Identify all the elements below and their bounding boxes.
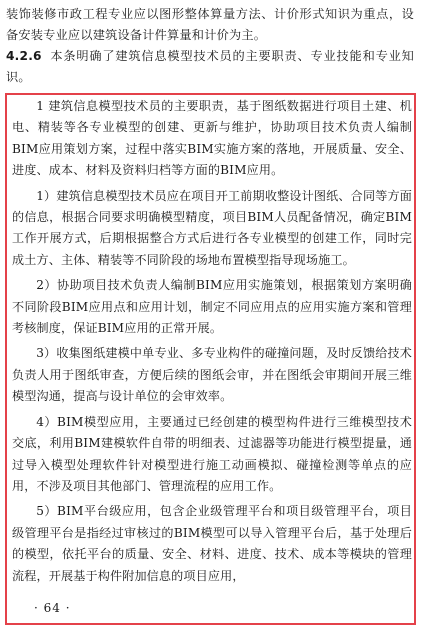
sub-item-4-paragraph: 4）BIM模型应用，主要通过已经创建的模型构件进行三维模型技术交底，利用BIM建模软件自带的明细表、过滤器等功能进行模型提量，通过导入模型处理软件针对模型进行施工动画模拟、碰撞检测等单点的应用，不涉及项目其他部门、管理流程的应用工作。	[12, 414, 412, 493]
sub-item-2-paragraph: 2）协助项目技术负责人编制BIM应用实施策划，根据策划方案明确不同阶段BIM应用点和应用计划，制定不同应用点的应用实施方案和管理考核制度，保证BIM应用的正常开展。	[12, 278, 412, 336]
item-1-paragraph: 1 建筑信息模型技术员的主要职责，基于图纸数据进行项目土建、机电、精装等各专业模型的创建、更新与维护，协助项目技术负责人编制BIM应用策划方案，过程中落实BIM实施方案的落地，开展质量、安全、进度、成本、材料及资料归档等方面的BIM应用。	[12, 99, 412, 178]
sub-item-3-paragraph: 3）收集图纸建模中单专业、多专业构件的碰撞问题，及时反馈给技术负责人用于图纸审查，方便后续的图纸会审，并在图纸会审期间开展三维模型沟通，提高与设计单位的会审效率。	[12, 346, 412, 404]
sub-item-1-paragraph: 1）建筑信息模型技术员应在项目开工前期收整设计图纸、合同等方面的信息，根据合同要求明确模型精度，项目BIM人员配备情况，确定BIM工作开展方式，后期根据整合方式后进行各专业模型的创建工作，同时完成土方、主体、精装等不同阶段的场地布置模型指导现场施工。	[12, 188, 412, 267]
clause-4-2-6	[6, 46, 414, 88]
highlighted-content	[12, 96, 412, 591]
clause-text: 本条明确了建筑信息模型技术员的主要职责、专业技能和专业知识。	[6, 49, 414, 84]
intro-section	[6, 4, 414, 88]
page-number: · 64 ·	[34, 601, 71, 615]
intro-continuation-text: 装饰装修市政工程专业应以图形整体算量方法、计价形式知识为重点，设备安装专业应以建筑设备计件算量和计价为主。	[6, 7, 414, 42]
clause-number: 4.2.6	[6, 49, 42, 63]
sub-item-5-paragraph: 5）BIM平台级应用，包含企业级管理平台和项目级管理平台，项目级管理平台是指经过审核过的BIM模型可以导入管理平台后，基于处理后的模型，依托平台的质量、安全、材料、进度、技术、成本等模块的管理流程，开展基于构件附加信息的项目应用，	[12, 504, 412, 583]
